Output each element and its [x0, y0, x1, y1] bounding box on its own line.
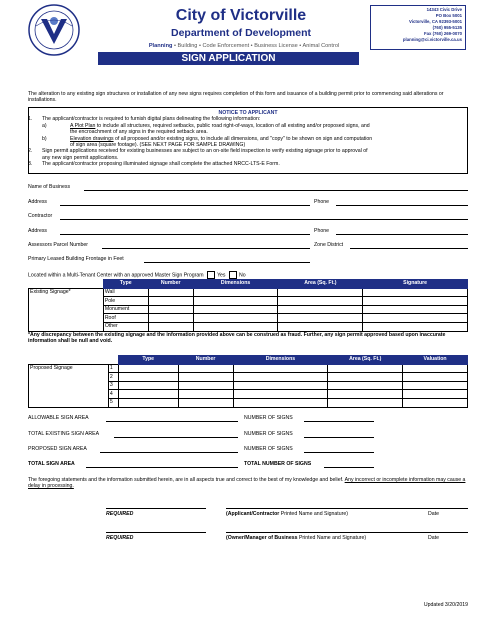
notice-item-3: The applicant/contractor proposing illuminated signage shall complete the attached NRCC-LTS-E Form.: [42, 161, 280, 168]
column-header: Area (Sq. Ft.): [278, 280, 363, 289]
contractor-address-field[interactable]: [60, 234, 310, 235]
area-cell[interactable]: [328, 364, 403, 373]
type-cell[interactable]: [118, 373, 178, 382]
column-header: Area (Sq. Ft.): [328, 356, 403, 365]
dimensions-cell[interactable]: [233, 398, 328, 407]
column-header: Type: [103, 280, 148, 289]
signature-cell[interactable]: [363, 322, 468, 331]
business-name-label: Name of Business: [28, 184, 71, 190]
dimensions-cell[interactable]: [193, 314, 278, 323]
number-cell[interactable]: [148, 322, 193, 331]
sign-type-cell: Wall: [103, 288, 148, 297]
yes-label: Yes: [217, 272, 226, 279]
number-of-signs-field[interactable]: [304, 437, 374, 438]
applicant-signature-label: [226, 511, 348, 517]
notice-number: 2.: [28, 148, 33, 155]
number-of-signs-label: NUMBER OF SIGNS: [244, 431, 293, 437]
dimensions-cell[interactable]: [233, 381, 328, 390]
signature-cell[interactable]: [363, 305, 468, 314]
dimensions-cell[interactable]: [233, 390, 328, 399]
frontage-field[interactable]: [144, 262, 310, 263]
number-cell[interactable]: [178, 373, 233, 382]
services-line: [128, 42, 360, 50]
sign-type-cell: Monument: [103, 305, 148, 314]
contractor-label: Contractor: [28, 213, 53, 219]
valuation-cell[interactable]: [403, 398, 468, 407]
notice-item-2-cont: any new sign permit applications.: [42, 154, 119, 161]
no-checkbox[interactable]: [229, 271, 237, 279]
number-cell[interactable]: [148, 305, 193, 314]
notice-item-2: Sign permit applications received for existing businesses are subject to an on-site field inspection to verify existing signage prior to approval of: [42, 148, 368, 155]
business-name-field[interactable]: [84, 190, 468, 191]
existing-signage-label: Existing Signage*: [29, 288, 104, 331]
type-cell[interactable]: [118, 398, 178, 407]
yes-checkbox[interactable]: [207, 271, 215, 279]
table-row: [29, 288, 468, 297]
number-cell[interactable]: [148, 314, 193, 323]
sign-type-cell: Pole: [103, 297, 148, 306]
row-number: 1: [108, 364, 118, 373]
certification-warning: Any incorrect or incomplete information may cause a delay in processing.: [28, 477, 466, 490]
dimensions-cell[interactable]: [193, 322, 278, 331]
phone-label: Phone: [314, 199, 330, 205]
intro-text: The alteration to any existing sign structures or installation of any new signs requires completion of this form and issuance of a building permit prior to commencing said alterations or installations.: [28, 91, 444, 104]
multi-tenant-label: Located within a Multi-Tenant Center with an approved Master Sign Program: [28, 272, 204, 279]
proposed-signage-table: [28, 355, 468, 408]
valuation-cell[interactable]: [403, 364, 468, 373]
row-number: 2: [108, 373, 118, 382]
address-field[interactable]: [60, 205, 310, 206]
column-header: Dimensions: [193, 280, 278, 289]
number-of-signs-field[interactable]: [304, 452, 374, 453]
notice-number: 1.: [28, 116, 33, 123]
sign-type-cell: Roof: [103, 314, 148, 323]
number-of-signs-label: NUMBER OF SIGNS: [244, 446, 293, 452]
updated-date: Updated 3/20/2019: [423, 602, 468, 608]
notice-sub-label: a): [42, 122, 47, 129]
table-header-row: [29, 356, 468, 365]
total-existing-area-label: TOTAL EXISTING SIGN AREA: [28, 431, 100, 437]
contractor-address-label: Address: [28, 228, 48, 234]
signature-line[interactable]: [226, 508, 468, 509]
total-number-of-signs-label: TOTAL NUMBER OF SIGNS: [244, 461, 312, 467]
notice-item-1b-cont: of sign area (square footage). (SEE NEXT PAGE FOR SAMPLE DRAWING): [70, 142, 246, 149]
signature-cell[interactable]: [363, 288, 468, 297]
row-number: 4: [108, 390, 118, 399]
number-cell[interactable]: [148, 288, 193, 297]
notice-title: NOTICE TO APPLICANT: [218, 110, 278, 116]
notice-sub-label: b): [42, 135, 47, 142]
discrepancy-warning: *Any discrepancy between the existing signage and the information provided above can be construed as fraud. Further, any sign permit approved based upon inaccurate information shall be null and void.: [28, 332, 446, 345]
number-of-signs-label: NUMBER OF SIGNS: [244, 415, 293, 421]
proposed-area-field[interactable]: [100, 452, 238, 453]
table-header-row: [29, 280, 468, 289]
row-number: 3: [108, 381, 118, 390]
area-cell[interactable]: [278, 297, 363, 306]
valuation-cell[interactable]: [403, 390, 468, 399]
city-seal-logo: [28, 4, 80, 56]
services-planning: Planning: [148, 43, 173, 49]
certification-text: [28, 477, 468, 490]
column-header: Number: [148, 280, 193, 289]
apn-label: Assessors Parcel Number: [28, 242, 88, 248]
signature-line[interactable]: [226, 532, 468, 533]
column-header: Type: [118, 356, 178, 365]
required-label: REQUIRED: [106, 511, 134, 517]
notice-number: 3.: [28, 161, 33, 168]
no-label: No: [238, 272, 246, 279]
proposed-signage-label: Proposed Signage: [29, 364, 109, 407]
area-cell[interactable]: [278, 314, 363, 323]
applicant-hint: Printed Name and Signature): [279, 511, 348, 517]
notice-item-1b-text: of all proposed and/or existing signs, to include all dimensions, and "copy" to be shown on sign and computation: [113, 135, 373, 142]
department-title: Department of Development: [170, 27, 312, 39]
allowable-area-field[interactable]: [106, 421, 238, 422]
area-cell[interactable]: [328, 398, 403, 407]
notice-box: [28, 107, 468, 174]
number-cell[interactable]: [148, 297, 193, 306]
contact-box: [370, 5, 466, 50]
table-row: [29, 364, 468, 373]
valuation-cell[interactable]: [403, 373, 468, 382]
phone-field[interactable]: [336, 205, 468, 206]
column-header: Valuation: [403, 356, 468, 365]
contact-email: planning@ci.victorville.ca.us: [402, 36, 462, 42]
type-cell[interactable]: [118, 364, 178, 373]
valuation-cell[interactable]: [403, 381, 468, 390]
dimensions-cell[interactable]: [193, 305, 278, 314]
total-existing-area-field[interactable]: [114, 437, 238, 438]
certification-statement: The foregoing statements and the information submitted herein, are in all aspects true and correct to the best of my knowledge and belief.: [28, 477, 344, 483]
column-header: Number: [178, 356, 233, 365]
zone-field[interactable]: [350, 248, 468, 249]
applicant-title: (Applicant/Contractor: [226, 511, 280, 517]
owner-signature-label: [226, 535, 366, 541]
date-label: Date: [428, 535, 439, 541]
number-cell[interactable]: [178, 364, 233, 373]
row-number: 5: [108, 398, 118, 407]
signature-cell[interactable]: [363, 314, 468, 323]
number-cell[interactable]: [178, 381, 233, 390]
column-header: Dimensions: [233, 356, 328, 365]
sign-type-cell: Other: [103, 322, 148, 331]
contractor-phone-field[interactable]: [336, 234, 468, 235]
contact-line: Victorville, CA 92393-5001: [408, 18, 462, 24]
form-title-banner: SIGN APPLICATION: [98, 52, 359, 65]
total-sign-area-field[interactable]: [86, 467, 238, 468]
dimensions-cell[interactable]: [193, 288, 278, 297]
allowable-area-label: ALLOWABLE SIGN AREA: [28, 415, 89, 421]
number-of-signs-field[interactable]: [304, 421, 374, 422]
elevation-term: Elevation drawings: [70, 135, 114, 142]
area-cell[interactable]: [278, 322, 363, 331]
area-cell[interactable]: [328, 373, 403, 382]
plot-plan-term: A Plot Plan: [70, 122, 96, 129]
signature-line[interactable]: [106, 532, 206, 533]
contractor-phone-label: Phone: [314, 228, 330, 234]
existing-signage-table: [28, 279, 468, 332]
proposed-area-label: PROPOSED SIGN AREA: [28, 446, 87, 452]
owner-hint: Printed Name and Signature): [297, 535, 367, 541]
number-cell[interactable]: [178, 398, 233, 407]
contact-line: PO Box 5001: [435, 12, 462, 18]
address-label: Address: [28, 199, 48, 205]
multi-tenant-row: [28, 271, 246, 279]
area-cell[interactable]: [278, 305, 363, 314]
area-cell[interactable]: [328, 390, 403, 399]
column-header: Signature: [363, 280, 468, 289]
dimensions-cell[interactable]: [233, 373, 328, 382]
owner-title: (Owner/Manager of Business: [226, 535, 298, 541]
notice-item-1a-text: to include all structures, required setbacks, public road right-of-ways, location of all existing and/or proposed signs, and: [95, 122, 370, 129]
required-label: REQUIRED: [106, 535, 134, 541]
frontage-label: Primary Leased Building Frontage in Feet: [28, 256, 124, 262]
notice-item-1: The applicant/contractor is required to furnish digital plans delineating the following information:: [42, 116, 261, 123]
area-cell[interactable]: [278, 288, 363, 297]
number-cell[interactable]: [178, 390, 233, 399]
total-number-of-signs-field[interactable]: [324, 467, 374, 468]
contractor-field[interactable]: [60, 219, 468, 220]
city-title: City of Victorville: [175, 7, 307, 24]
apn-field[interactable]: [102, 248, 310, 249]
signature-cell[interactable]: [363, 297, 468, 306]
type-cell[interactable]: [118, 390, 178, 399]
date-label: Date: [428, 511, 439, 517]
contact-line: (760) 955-5135: [432, 24, 462, 30]
contact-line: 14343 Civic Drive: [426, 7, 462, 12]
contact-line: Fax (760) 269-0070: [424, 30, 462, 36]
services-others: • Building • Code Enforcement • Business License • Animal Control: [172, 43, 340, 49]
zone-label: Zone District: [314, 242, 344, 248]
total-sign-area-label: TOTAL SIGN AREA: [28, 461, 75, 467]
type-cell[interactable]: [118, 381, 178, 390]
dimensions-cell[interactable]: [233, 364, 328, 373]
area-cell[interactable]: [328, 381, 403, 390]
signature-line[interactable]: [106, 508, 206, 509]
notice-item-1a-cont: the encroachment of any signs in the required setback area.: [70, 129, 208, 136]
dimensions-cell[interactable]: [193, 297, 278, 306]
